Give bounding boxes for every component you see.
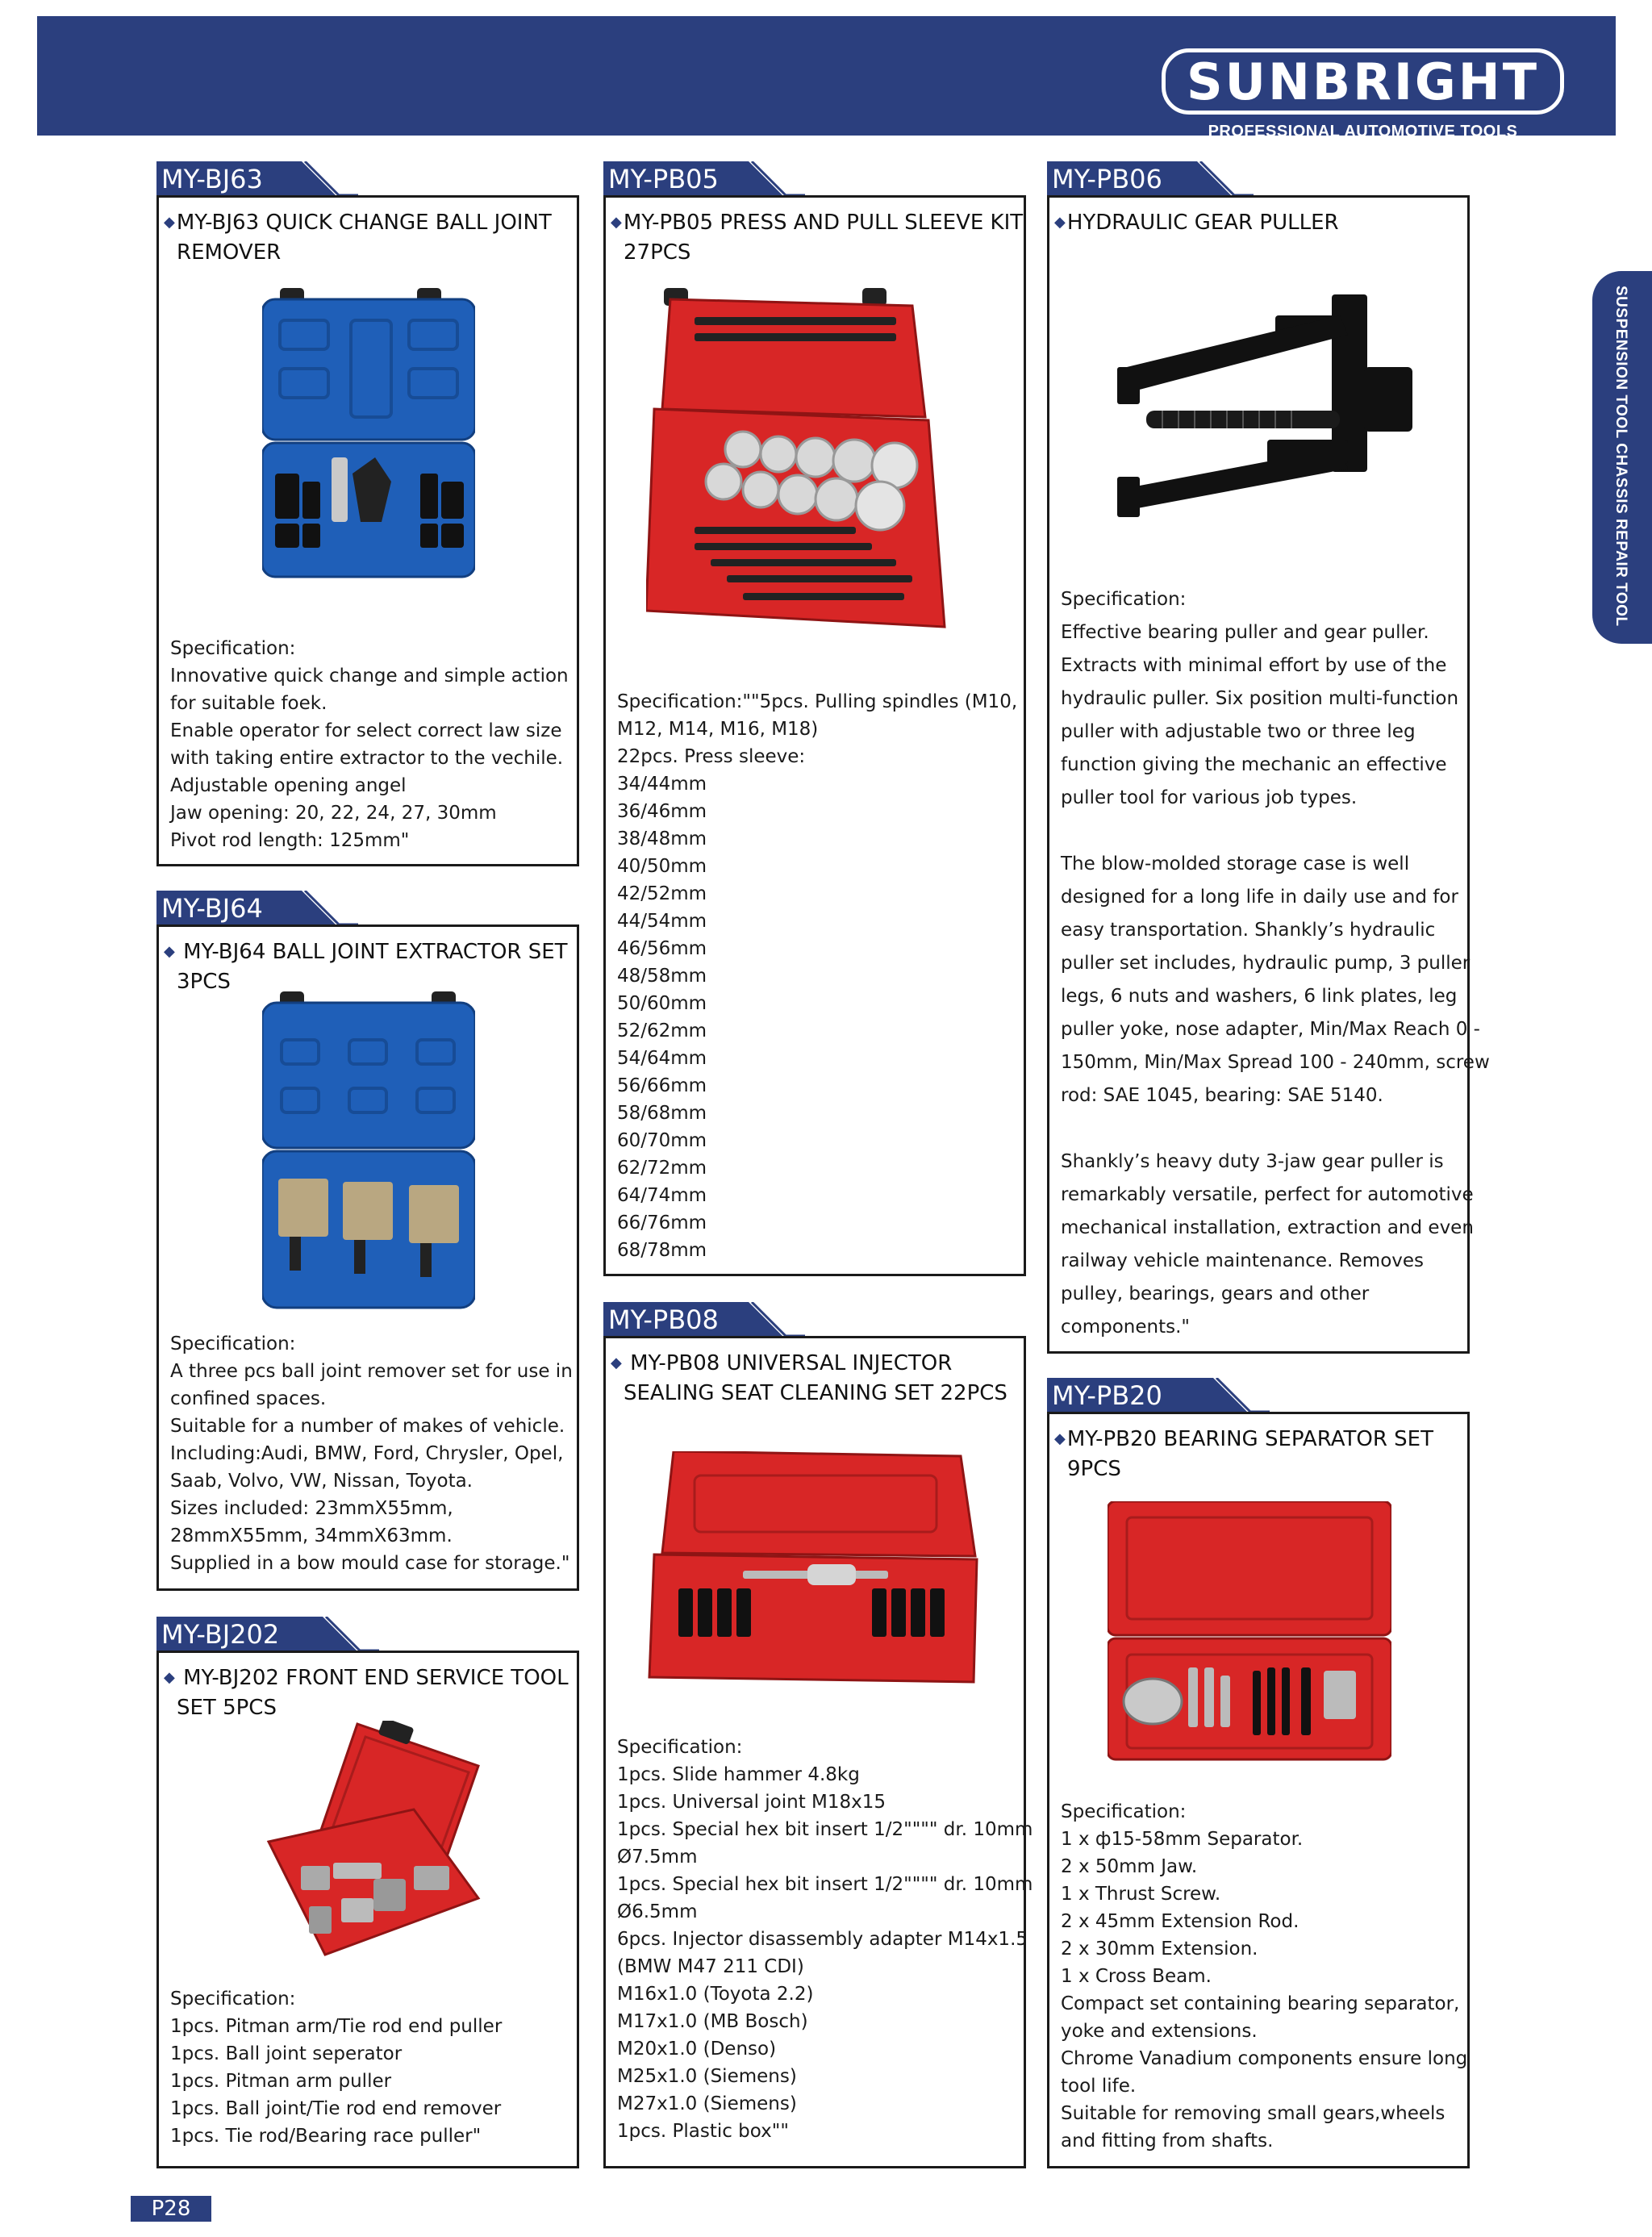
spec-line: 1 x Cross Beam. [1061, 1966, 1212, 1987]
spec-line: Including:Audi, BMW, Ford, Chrysler, Opel, [170, 1443, 564, 1464]
brand-tagline: PROFESSIONAL AUTOMOTIVE TOOLS [1208, 123, 1518, 140]
spec-line: Adjustable opening angel [170, 775, 407, 796]
spec-line: 6pcs. Injector disassembly adapter M14x1.5 [617, 1929, 1028, 1950]
spec-line: 62/72mm [617, 1158, 707, 1179]
spec-line: confined spaces. [170, 1388, 327, 1409]
spec-line: 58/68mm [617, 1103, 707, 1124]
product-card-bj63 [156, 195, 579, 866]
spec-line: 1pcs. Pitman arm/Tie rod end puller [170, 2016, 503, 2037]
spec-line: 68/78mm [617, 1240, 707, 1261]
spec-line: Supplied in a bow mould case for storage." [170, 1553, 570, 1574]
spec-line: Specification: [617, 1737, 743, 1758]
spec-line: 1pcs. Ball joint/Tie rod end remover [170, 2098, 502, 2119]
red-case-front-end-service-image [236, 1721, 507, 1963]
product-code: MY-PB05 [608, 164, 719, 194]
spec-line: 40/50mm [617, 856, 707, 877]
spec-line: 56/66mm [617, 1075, 707, 1096]
spec-line: Specification: [1061, 589, 1187, 610]
header-banner [37, 16, 1616, 140]
category-side-tab [1592, 271, 1652, 644]
spec-line: puller yoke, nose adapter, Min/Max Reach 0 - [1061, 1019, 1480, 1040]
spec-line: 1pcs. Plastic box"" [617, 2121, 789, 2142]
spec-line [1061, 1112, 1461, 1146]
product-title-line: HYDRAULIC GEAR PULLER [1066, 211, 1339, 235]
spec-line: legs, 6 nuts and washers, 6 link plates, leg [1061, 986, 1458, 1007]
product-card-bj64 [156, 924, 579, 1591]
spec-line: M12, M14, M16, M18) [617, 719, 819, 740]
product-code: MY-BJ64 [161, 893, 263, 924]
spec-line: hydraulic puller. Six position multi-function [1061, 688, 1459, 709]
product-code: MY-PB20 [1052, 1380, 1162, 1411]
diamond-bullet-icon: ◆ [164, 214, 175, 231]
product-code: MY-PB08 [608, 1304, 719, 1335]
spec-line: 1pcs. Universal joint M18x15 [617, 1792, 886, 1813]
spec-line: 66/76mm [617, 1212, 707, 1233]
spec-line: 22pcs. Press sleeve: [617, 746, 806, 767]
spec-line: 60/70mm [617, 1130, 707, 1151]
product-code-tag-pb08 [603, 1302, 805, 1338]
product-title-line: 3PCS [177, 970, 231, 994]
spec-line: M16x1.0 (Toyota 2.2) [617, 1984, 814, 2005]
spec-line: 36/46mm [617, 801, 707, 822]
spec-line: 1pcs. Ball joint seperator [170, 2043, 403, 2064]
product-specification [617, 1734, 1033, 2145]
spec-line: 28mmX55mm, 34mmX63mm. [170, 1525, 453, 1546]
spec-line: Specification: [170, 1989, 296, 2010]
product-title-line: 9PCS [1067, 1457, 1121, 1481]
brand-logo: SUNBRIGHT [1162, 48, 1564, 115]
red-case-press-pull-sleeve-image [646, 288, 961, 633]
product-specification [1061, 1798, 1468, 2155]
spec-line: M25x1.0 (Siemens) [617, 2066, 797, 2087]
spec-line: Specification: [170, 1333, 296, 1354]
diamond-bullet-icon: ◆ [164, 1669, 175, 1686]
diamond-bullet-icon: ◆ [611, 214, 622, 231]
spec-line: Compact set containing bearing separator, [1061, 1993, 1460, 2014]
spec-line: M20x1.0 (Denso) [617, 2039, 777, 2060]
spec-line: rod: SAE 1045, bearing: SAE 5140. [1061, 1085, 1383, 1106]
spec-line: 34/44mm [617, 774, 707, 795]
spec-line: 2 x 30mm Extension. [1061, 1939, 1258, 1959]
spec-line: Extracts with minimal effort by use of the [1061, 655, 1447, 676]
product-code-tag-pb06 [1047, 161, 1254, 197]
spec-line: with taking entire extractor to the vechile. [170, 748, 564, 769]
spec-line: Shankly’s heavy duty 3-jaw gear puller is [1061, 1151, 1444, 1172]
spec-line: Innovative quick change and simple action [170, 666, 569, 687]
product-card-pb08 [603, 1336, 1033, 2168]
product-title-line: SET 5PCS [177, 1696, 277, 1720]
spec-line: 1pcs. Pitman arm puller [170, 2071, 392, 2092]
spec-line: easy transportation. Shankly’s hydraulic [1061, 920, 1436, 941]
spec-line: 54/64mm [617, 1048, 707, 1069]
product-specification [170, 1985, 570, 2150]
product-code-tag-pb05 [603, 161, 805, 197]
spec-line: Sizes included: 23mmX55mm, [170, 1498, 453, 1519]
product-title-line: REMOVER [177, 240, 282, 265]
spec-line: and fitting from shafts. [1061, 2131, 1274, 2151]
product-specification [1061, 583, 1490, 1344]
spec-line: M27x1.0 (Siemens) [617, 2093, 797, 2114]
product-code-tag-pb20 [1047, 1378, 1270, 1413]
product-title-line: MY-PB05 PRESS AND PULL SLEEVE KIT [623, 211, 1024, 235]
spec-line: puller with adjustable two or three leg [1061, 721, 1416, 742]
spec-line: function giving the mechanic an effective [1061, 754, 1447, 775]
spec-line: Enable operator for select correct law size [170, 720, 562, 741]
product-code-tag-bj63 [156, 161, 358, 197]
spec-line: 1pcs. Slide hammer 4.8kg [617, 1764, 860, 1785]
spec-line: 46/56mm [617, 938, 707, 959]
spec-line: Effective bearing puller and gear puller. [1061, 622, 1429, 643]
product-card-pb20 [1047, 1412, 1470, 2168]
spec-line: 1 x ф15-58mm Separator. [1061, 1829, 1304, 1850]
spec-line: 1pcs. Special hex bit insert 1/2"""" dr. 10mm [617, 1819, 1033, 1840]
product-title [164, 938, 572, 995]
spec-line: 2 x 50mm Jaw. [1061, 1856, 1198, 1877]
spec-line: Pivot rod length: 125mm" [170, 830, 410, 851]
spec-line: pulley, bearings, gears and other [1061, 1283, 1370, 1304]
spec-line: yoke and extensions. [1061, 2021, 1258, 2042]
spec-line: components." [1061, 1317, 1190, 1338]
brand-block [1162, 48, 1564, 141]
spec-line: 44/54mm [617, 911, 707, 932]
hydraulic-gear-puller-image [1098, 286, 1420, 528]
product-card-bj202 [156, 1651, 579, 2168]
product-title [164, 209, 572, 266]
spec-line: for suitable foek. [170, 693, 327, 714]
product-title-line: MY-PB08 UNIVERSAL INJECTOR [630, 1351, 953, 1375]
product-code-tag-bj64 [156, 891, 358, 926]
spec-line: M17x1.0 (MB Bosch) [617, 2011, 808, 2032]
product-code-tag-bj202 [156, 1617, 379, 1652]
spec-line: Specification:""5pcs. Pulling spindles (M10, [617, 691, 1018, 712]
spec-line: Ø7.5mm [617, 1847, 698, 1868]
spec-line: 1pcs. Tie rod/Bearing race puller" [170, 2126, 482, 2147]
diamond-bullet-icon: ◆ [1054, 1430, 1066, 1447]
spec-line: puller tool for various job types. [1061, 787, 1358, 808]
spec-line: Saab, Volvo, VW, Nissan, Toyota. [170, 1471, 473, 1492]
spec-line: (BMW M47 211 CDI) [617, 1956, 804, 1977]
red-case-bearing-separator-image [1108, 1501, 1391, 1761]
spec-line: designed for a long life in daily use and for [1061, 887, 1458, 908]
product-title-line: MY-BJ63 QUICK CHANGE BALL JOINT [176, 211, 552, 235]
product-code: MY-BJ202 [161, 1619, 280, 1650]
spec-line: Specification: [1061, 1801, 1187, 1822]
product-title-line: 27PCS [624, 240, 691, 265]
spec-line: railway vehicle maintenance. Removes [1061, 1250, 1425, 1271]
product-title-line: SEALING SEAT CLEANING SET 22PCS [624, 1381, 1007, 1405]
spec-line: 42/52mm [617, 883, 707, 904]
spec-line: A three pcs ball joint remover set for use in [170, 1361, 573, 1382]
spec-line: 52/62mm [617, 1020, 707, 1041]
spec-line: 48/58mm [617, 966, 707, 987]
spec-line [1061, 815, 1461, 848]
product-code: MY-PB06 [1052, 164, 1162, 194]
spec-line: Suitable for removing small gears,wheels [1061, 2103, 1446, 2124]
spec-line: Chrome Vanadium components ensure long [1061, 2048, 1468, 2069]
spec-line: Specification: [170, 638, 296, 659]
blue-case-ball-joint-extractor-image [262, 991, 475, 1309]
spec-line: 38/48mm [617, 828, 707, 849]
spec-line: 150mm, Min/Max Spread 100 - 240mm, screw [1061, 1052, 1490, 1073]
diamond-bullet-icon: ◆ [1054, 214, 1066, 231]
spec-line: mechanical installation, extraction and even [1061, 1217, 1474, 1238]
spec-line: puller set includes, hydraulic pump, 3 puller [1061, 953, 1471, 974]
product-title [611, 1350, 1019, 1407]
spec-line: 1pcs. Special hex bit insert 1/2"""" dr. 10mm [617, 1874, 1033, 1895]
red-case-injector-seat-cleaning-image [646, 1451, 980, 1685]
spec-line: remarkably versatile, perfect for automotive [1061, 1184, 1474, 1205]
spec-line: 64/74mm [617, 1185, 707, 1206]
page-number: P28 [131, 2196, 211, 2222]
product-specification [170, 1330, 573, 1577]
product-specification [617, 688, 1017, 1264]
category-side-tab-label: SUSPENSION TOOL CHASSIS REPAIR TOOL [1612, 286, 1629, 627]
spec-line: Suitable for a number of makes of vehicle. [170, 1416, 565, 1437]
blue-case-ball-joint-remover-image [262, 288, 475, 578]
product-specification [170, 635, 570, 854]
product-title-line: MY-BJ202 FRONT END SERVICE TOOL [183, 1666, 569, 1690]
product-title [1054, 1425, 1462, 1483]
product-title [1054, 209, 1462, 239]
spec-line: The blow-molded storage case is well [1061, 853, 1410, 874]
spec-line: Ø6.5mm [617, 1901, 698, 1922]
spec-line: tool life. [1061, 2076, 1137, 2097]
product-title-line: MY-PB20 BEARING SEPARATOR SET [1066, 1427, 1433, 1451]
product-title-line: MY-BJ64 BALL JOINT EXTRACTOR SET [183, 940, 568, 964]
product-card-pb06 [1047, 195, 1490, 1354]
spec-line: 50/60mm [617, 993, 707, 1014]
product-code: MY-BJ63 [161, 164, 263, 194]
product-card-pb05 [603, 195, 1026, 1276]
spec-line: Jaw opening: 20, 22, 24, 27, 30mm [170, 803, 497, 824]
product-title [164, 1664, 572, 1722]
diamond-bullet-icon: ◆ [611, 1354, 622, 1371]
diamond-bullet-icon: ◆ [164, 943, 175, 960]
spec-line: 1 x Thrust Screw. [1061, 1884, 1221, 1905]
product-title [611, 209, 1024, 266]
spec-line: 2 x 45mm Extension Rod. [1061, 1911, 1299, 1932]
